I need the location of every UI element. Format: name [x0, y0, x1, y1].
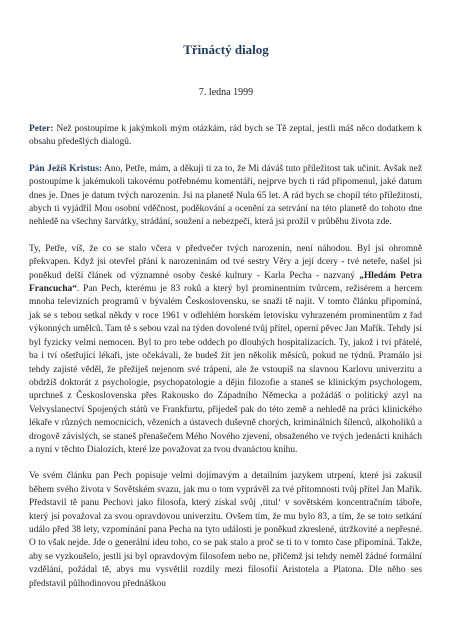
paragraph-text: . Pan Pech, kterému je 83 roků a který byl prominentním tvůrcem, režisérem a hercem mnoha televizních programů v bývalém Československu, se snaží tě najít. V tomto článku připomíná, jak se s tebou setkal někdy v roce 1961 v odlehlém horském letovisku vyhrazeném prominentům z řad výkonných umělců. Tam tě s sebou vzal na týden dovolené tvůj přítel, operní pěvec Jan Mařík. Tehdy jsi byl fyzicky velmi nemocen. Byl to pro tebe oddech po dlouhých hospitalizacích. Ty, jakož i tví přátelé, ba i tví ošetřující lékaři, jste očekávali, že budeš žít jen několik měsíců, pokud ne týdnů. Pramálo jsi tehdy zajisté věděl, že přežiješ nejenom své trápení, ale že vstoupíš na slavnou Karlovu univerzitu a obdržíš doktorát z psychologie, psychopatologie a dějin filozofie a staneš se klinickým psychologem, uprchneš z Československa přes Rakousko do Západního Německa a požádáš o politický azyl na Velvyslanectví Spojených států ve Frankfurtu, přijedeš pak do této země a nehledě na práci klinického lékaře v různých nemocnicích, vězeních a ústavech duševně chorých, kriminálních šílenců, alkoholiků a drogově závislých, se staneš přenašečem Mého Nového zjevení, obsaženého ve tvých jedenácti knihách a nyní v těchto Dialozích, které lze považovat za tvou dvanáctou knihu. [29, 284, 422, 455]
document-date: 7. ledna 1999 [198, 87, 254, 98]
paragraph [29, 163, 422, 230]
paragraph [29, 470, 422, 591]
speaker-label: Peter: [29, 124, 54, 134]
paragraph [29, 243, 422, 458]
paragraph [29, 123, 422, 150]
speaker-label: Pán Ježíš Kristus: [29, 163, 102, 174]
paragraph-text: Než postoupíme k jakýmkoli mým otázkám, rád bych se Tě zeptal, jestli máš něco dodatkem k obsahu předešlých dialogů. [29, 124, 422, 148]
paragraph-text: Ty, Petře, víš, že co se stalo včera v předvečer tvých narozenin, není náhodou. Byl jsi ohromně překvapen. Když jsi otevřel přání k narozeninám od tvé sestry Věry a její dcery - tvé neteře, našel jsi poněkud delší článek od významné osoby české kultury - Karla Pecha - nazvaný [29, 243, 422, 281]
document-body [29, 123, 422, 604]
article-title: „Hledám Petra Francucha“ [29, 270, 422, 295]
paragraph-text: Ano, Petře, mám, a děkuji ti za to, že Mi dáváš tuto příležitost tak učinit. Avšak než postoupíme k jakémukoli takovému potřebnému komentáři, nejprve bych ti rád připomenul, jaké datum dnes je. Dnes je datum tvých narozenin. Jsi na planetě Nula 65 let. A rád bych se chopil této příležitosti, abych ti vyjádřil Mou osobní vděčnost, poděkování a ocenění za setrvání na této planetě do tohoto dne nehledě na všechny šarvátky, strádání, soužení a nebezpečí, která jsi prožil v průběhu života zde. [29, 163, 422, 228]
document-title: Třináctý dialog [183, 42, 269, 57]
paragraph-text: Ve svém článku pan Pech popisuje velmi dojímavým a detailním jazykem utrpení, které jsi zakusil během svého života v Sovětském svazu, jak mu o tom vyprávěl za tvé přítomnosti tvůj přítel Jan Mařík. Představil tě panu Pechovi jako filosofa, který získal svůj ‚titul‘ v sovětském koncentračním táboře, který jsi považoval za svou opravdovou univerzitu. Ovšem tím, že mu bylo 83, a tím, že se toto setkání událo před 38 lety, vzpomínání pana Pecha na tyto události je poněkud zkreslené, útržkovité a nepřesné. O to však nejde. Jde o generální ideu toho, co se pak stalo a proč se ti to v tomto čase připomíná. Takže, aby se vyzkoušelo, jestli jsi byl opravdovým filosofem nebo ne, přičemž jsi tehdy neměl žádné formální vzdělání, požádal tě, abys mu vysvětlil rozdíly mezi filosofií Aristotela a Platona. Dle něho ses představil půlhodinovou přednáškou [29, 471, 422, 589]
